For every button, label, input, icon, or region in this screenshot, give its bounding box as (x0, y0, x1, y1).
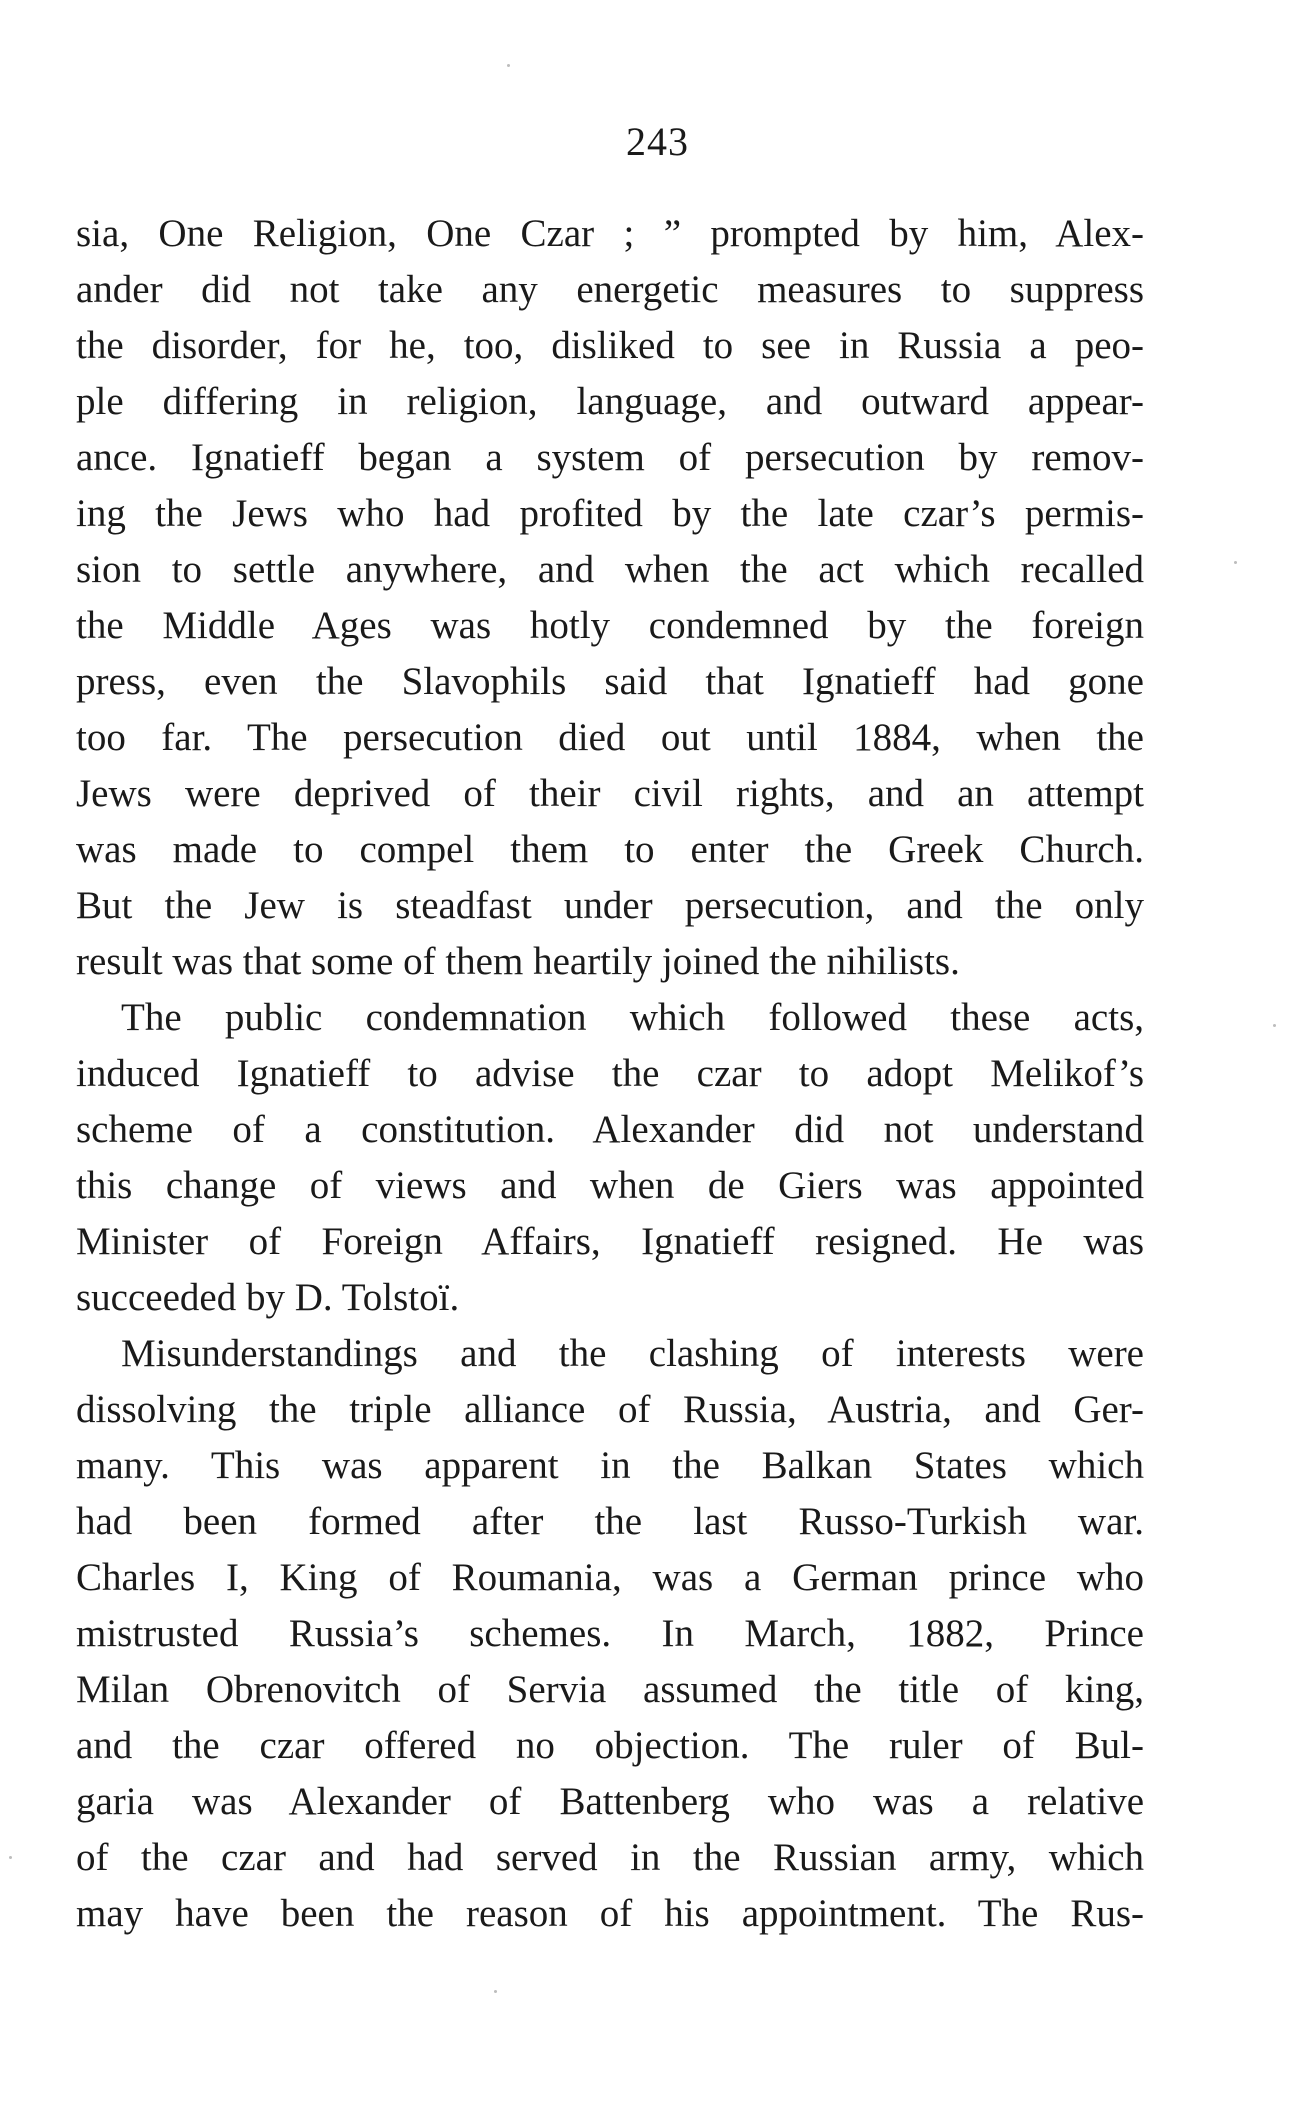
page-number: 243 (626, 119, 689, 164)
text-line: sia, One Religion, One Czar ; ” prompted by him, Alex- (76, 212, 1144, 255)
text-line: too far. The persecution died out until 1884, when the (76, 716, 1144, 759)
text-line: The public condemnation which followed these acts, (121, 996, 1144, 1039)
text-line: ple differing in religion, language, and outward appear- (76, 380, 1144, 423)
text-line: press, even the Slavophils said that Ignatieff had gone (76, 660, 1144, 703)
text-line: result was that some of them heartily joined the nihilists. (76, 940, 960, 983)
scan-speck (507, 64, 510, 67)
text-line: this change of views and when de Giers was appointed (76, 1164, 1144, 1207)
scan-speck (9, 1856, 12, 1859)
paragraph-2 (76, 990, 1144, 1326)
text-line: the Middle Ages was hotly condemned by the foreign (76, 604, 1144, 647)
text-line: ing the Jews who had profited by the late czar’s permis- (76, 492, 1144, 535)
text-line: But the Jew is steadfast under persecution, and the only (76, 884, 1144, 927)
text-line: may have been the reason of his appointment. The Rus- (76, 1892, 1144, 1935)
text-line: sion to settle anywhere, and when the act which recalled (76, 548, 1144, 591)
text-line: Milan Obrenovitch of Servia assumed the title of king, (76, 1668, 1144, 1711)
scan-speck (1234, 561, 1237, 564)
text-line: was made to compel them to enter the Greek Church. (76, 828, 1144, 871)
body-text (76, 206, 1144, 1942)
scan-speck (494, 1990, 497, 1993)
text-line: Minister of Foreign Affairs, Ignatieff resigned. He was (76, 1220, 1144, 1263)
text-line: and the czar offered no objection. The ruler of Bul- (76, 1724, 1144, 1767)
text-line: dissolving the triple alliance of Russia, Austria, and Ger- (76, 1388, 1144, 1431)
text-line: of the czar and had served in the Russian army, which (76, 1836, 1144, 1879)
text-line: ance. Ignatieff began a system of persecution by remov- (76, 436, 1144, 479)
paragraph-3 (76, 1326, 1144, 1942)
text-line: succeeded by D. Tolstoï. (76, 1276, 460, 1319)
text-line: Misunderstandings and the clashing of interests were (121, 1332, 1144, 1375)
text-line: had been formed after the last Russo-Turkish war. (76, 1500, 1144, 1543)
text-line: Jews were deprived of their civil rights, and an attempt (76, 772, 1144, 815)
text-line: induced Ignatieff to advise the czar to adopt Melikof’s (76, 1052, 1144, 1095)
paragraph-1 (76, 206, 1144, 990)
text-line: ander did not take any energetic measures to suppress (76, 268, 1144, 311)
text-line: garia was Alexander of Battenberg who was a relative (76, 1780, 1144, 1823)
text-line: the disorder, for he, too, disliked to see in Russia a peo- (76, 324, 1144, 367)
text-line: many. This was apparent in the Balkan States which (76, 1444, 1144, 1487)
text-line: Charles I, King of Roumania, was a German prince who (76, 1556, 1144, 1599)
scan-speck (1273, 1024, 1276, 1027)
text-line: mistrusted Russia’s schemes. In March, 1882, Prince (76, 1612, 1144, 1655)
text-line: scheme of a constitution. Alexander did not understand (76, 1108, 1144, 1151)
